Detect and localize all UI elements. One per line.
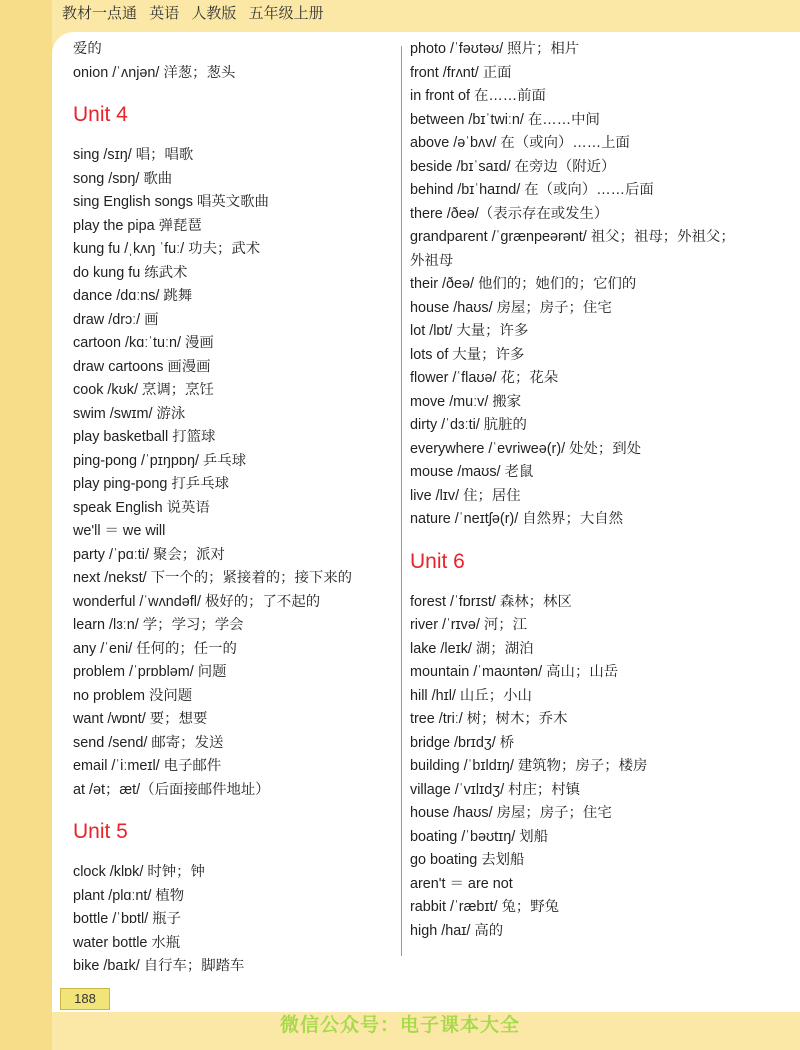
footer-watermark: 微信公众号：电子课本大全 xyxy=(279,1015,520,1036)
vocab-entry: sing /sɪŋ/ 唱；唱歌 xyxy=(73,147,194,163)
left-column xyxy=(73,38,393,979)
vocab-entry: problem /ˈprɒbləm/ 问题 xyxy=(73,664,227,680)
vocab-entry: next /nekst/ 下一个的；紧接着的；接下来的 xyxy=(73,570,353,586)
vocab-entry: play basketball 打篮球 xyxy=(73,429,216,445)
vocab-entry: plant /plɑːnt/ 植物 xyxy=(73,887,185,904)
vocab-entry: 爱的 xyxy=(73,41,102,57)
page-edge xyxy=(0,0,52,1050)
right-column xyxy=(410,38,745,943)
vocab-entry: sing English songs 唱英文歌曲 xyxy=(73,194,269,210)
vocab-entry: village /ˈvɪlɪdʒ/ 村庄；村镇 xyxy=(410,781,581,798)
unit-5-heading: Unit 5 xyxy=(73,820,128,843)
vocab-entry: go boating 去划船 xyxy=(410,852,525,868)
vocab-entry: wonderful /ˈwʌndəfl/ 极好的；了不起的 xyxy=(73,593,321,610)
vocab-entry: water bottle 水瓶 xyxy=(73,934,181,951)
vocab-entry: their /ðeə/ 他们的；她们的；它们的 xyxy=(410,276,637,292)
vocab-entry: aren't ＝ are not xyxy=(410,875,513,892)
vocab-entry: front /frʌnt/ 正面 xyxy=(410,64,512,81)
vocab-entry: song /sɒŋ/ 歌曲 xyxy=(73,170,173,187)
vocab-entry: forest /ˈfɒrɪst/ 森林；林区 xyxy=(410,593,572,610)
vocab-entry: lake /leɪk/ 湖；湖泊 xyxy=(410,640,534,657)
vocab-entry: bottle /ˈbɒtl/ 瓶子 xyxy=(73,911,181,927)
vocab-entry: house /haʊs/ 房屋；房子；住宅 xyxy=(410,805,612,821)
vocab-entry: party /ˈpɑːti/ 聚会；派对 xyxy=(73,546,225,563)
column-divider xyxy=(401,46,402,956)
vocab-entry: at /ət；æt/（后面接邮件地址） xyxy=(73,781,270,798)
vocab-entry: do kung fu 练武术 xyxy=(73,264,188,281)
page-number: 188 xyxy=(60,988,110,1010)
vocab-entry: above /əˈbʌv/ 在（或向）……上面 xyxy=(410,135,630,151)
vocab-entry: nature /ˈneɪtʃə(r)/ 自然界；大自然 xyxy=(410,511,624,527)
vocab-entry: no problem 没问题 xyxy=(73,687,193,704)
vocab-entry: between /bɪˈtwiːn/ 在……中间 xyxy=(410,111,600,128)
vocab-entry: in front of 在……前面 xyxy=(410,88,546,104)
vocab-entry: swim /swɪm/ 游泳 xyxy=(73,405,186,422)
vocab-entry: bridge /brɪdʒ/ 桥 xyxy=(410,734,515,751)
subject-label: 英语 xyxy=(149,5,180,22)
vocab-entry: speak English 说英语 xyxy=(73,499,210,516)
vocab-entry: river /ˈrɪvə/ 河；江 xyxy=(410,617,528,633)
vocab-entry: move /muːv/ 搬家 xyxy=(410,393,522,410)
vocab-entry: building /ˈbɪldɪŋ/ 建筑物；房子；楼房 xyxy=(410,758,648,774)
vocab-entry: lot /lɒt/ 大量；许多 xyxy=(410,323,529,339)
vocab-entry: there /ðeə/（表示存在或发生） xyxy=(410,205,609,222)
vocab-entry: onion /ˈʌnjən/ 洋葱；葱头 xyxy=(73,64,236,81)
vocab-entry: dirty /ˈdɜːti/ 肮脏的 xyxy=(410,417,527,433)
vocab-entry: send /send/ 邮寄；发送 xyxy=(73,734,224,751)
book-title: 教材一点通 xyxy=(62,5,138,22)
vocab-entry: rabbit /ˈræbɪt/ 兔；野兔 xyxy=(410,899,560,915)
unit-4-heading: Unit 4 xyxy=(73,103,128,126)
unit-6-heading: Unit 6 xyxy=(410,549,465,573)
vocab-entry: lots of 大量；许多 xyxy=(410,346,525,363)
vocab-entry: any /ˈeni/ 任何的；任一的 xyxy=(73,640,237,657)
vocab-entry: dance /dɑːns/ 跳舞 xyxy=(73,288,193,304)
vocab-entry: learn /lɜːn/ 学；学习；学会 xyxy=(73,617,244,633)
vocab-entry: bike /baɪk/ 自行车；脚踏车 xyxy=(73,958,245,974)
vocab-entry: cartoon /kɑːˈtuːn/ 漫画 xyxy=(73,335,214,351)
vocab-entry: beside /bɪˈsaɪd/ 在旁边（附近） xyxy=(410,158,616,175)
vocab-entry: play the pipa 弹琵琶 xyxy=(73,217,202,234)
vocab-entry: kung fu /ˌkʌŋ ˈfuː/ 功夫；武术 xyxy=(73,241,261,257)
vocab-entry: mouse /maʊs/ 老鼠 xyxy=(410,464,534,480)
vocab-entry: hill /hɪl/ 山丘；小山 xyxy=(410,687,532,704)
vocab-entry: flower /ˈflaʊə/ 花；花朵 xyxy=(410,370,559,386)
grade-label: 五年级上册 xyxy=(248,5,324,22)
vocab-entry: boating /ˈbəʊtɪŋ/ 划船 xyxy=(410,828,549,845)
vocab-entry: photo /ˈfəʊtəʊ/ 照片；相片 xyxy=(410,41,580,57)
edition-label: 人教版 xyxy=(191,5,237,22)
vocab-entry: email /ˈiːmeɪl/ 电子邮件 xyxy=(73,758,222,774)
vocab-entry: we'll ＝ we will xyxy=(73,523,166,539)
vocab-entry: mountain /ˈmaʊntən/ 高山；山岳 xyxy=(410,664,619,680)
vocab-entry: ping-pong /ˈpɪŋpɒŋ/ 乒乓球 xyxy=(73,452,247,469)
vocab-entry: clock /klɒk/ 时钟；钟 xyxy=(73,864,205,880)
vocab-entry: high /haɪ/ 高的 xyxy=(410,922,504,939)
vocab-entry: draw cartoons 画漫画 xyxy=(73,358,211,375)
vocab-entry: everywhere /ˈevriweə(r)/ 处处；到处 xyxy=(410,440,642,457)
page-header xyxy=(62,2,332,23)
vocab-entry: tree /triː/ 树；树木；乔木 xyxy=(410,711,568,727)
vocab-entry: play ping-pong 打乒乓球 xyxy=(73,476,229,492)
vocab-entry: live /lɪv/ 住；居住 xyxy=(410,487,521,504)
vocab-entry: behind /bɪˈhaɪnd/ 在（或向）……后面 xyxy=(410,182,654,198)
vocab-entry: cook /kʊk/ 烹调；烹饪 xyxy=(73,382,214,398)
vocab-entry: draw /drɔː/ 画 xyxy=(73,311,159,328)
vocab-entry: want /wɒnt/ 要；想要 xyxy=(73,711,208,727)
vocab-entry: house /haʊs/ 房屋；房子；住宅 xyxy=(410,299,612,316)
vocab-entry: grandparent /ˈɡrænpeərənt/ 祖父；祖母；外祖父；外祖母 xyxy=(410,229,735,269)
